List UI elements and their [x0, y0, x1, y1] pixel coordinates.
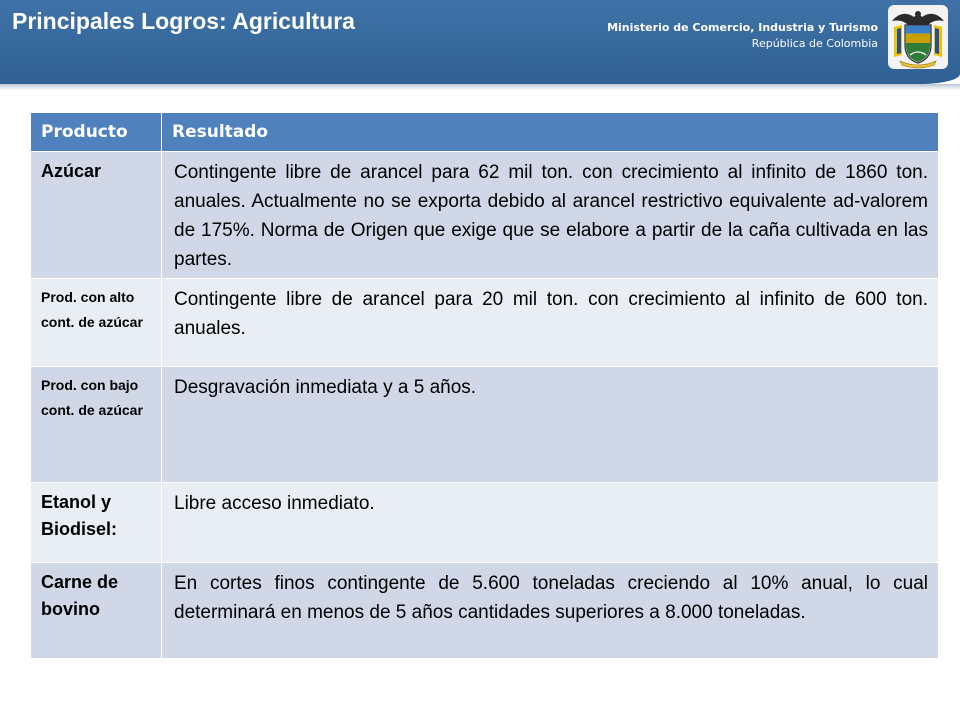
- slide-title: Principales Logros: Agricultura: [12, 8, 355, 34]
- results-table: [30, 112, 939, 659]
- table-row: [31, 563, 939, 659]
- resultado-cell: Contingente libre de arancel para 62 mil ton. con crecimiento al infinito de 1860 ton. anuales. Actualmente no se exporta debido al arancel restrictivo equivalente ad-valorem de 175%. Norma de Origen que exige que se elabore a partir de la caña cultivada en las partes.: [162, 152, 939, 279]
- resultado-cell: Desgravación inmediata y a 5 años.: [162, 367, 939, 483]
- table-row: [31, 279, 939, 367]
- colombia-coat-of-arms-icon: [888, 5, 948, 69]
- column-header-producto: Producto: [31, 113, 162, 152]
- ministry-name: Ministerio de Comercio, Industria y Turismo: [607, 21, 878, 34]
- slide-header: [0, 0, 960, 84]
- producto-cell: Etanol y Biodisel:: [31, 483, 162, 563]
- resultado-cell: Libre acceso inmediato.: [162, 483, 939, 563]
- table-row: [31, 483, 939, 563]
- producto-cell: Azúcar: [31, 152, 162, 279]
- country-name: República de Colombia: [751, 37, 878, 50]
- producto-cell: Prod. con alto cont. de azúcar: [31, 279, 162, 367]
- table-row: [31, 152, 939, 279]
- resultado-cell: Contingente libre de arancel para 20 mil ton. con crecimiento al infinito de 600 ton. anuales.: [162, 279, 939, 367]
- header-shadow: [0, 84, 960, 90]
- results-table-container: [30, 112, 938, 659]
- table-header-row: [31, 113, 939, 152]
- column-header-resultado: Resultado: [162, 113, 939, 152]
- ministry-block: [607, 20, 878, 52]
- table-row: [31, 367, 939, 483]
- resultado-cell: En cortes finos contingente de 5.600 toneladas creciendo al 10% anual, lo cual determinará en menos de 5 años cantidades superiores a 8.000 toneladas.: [162, 563, 939, 659]
- producto-cell: Prod. con bajo cont. de azúcar: [31, 367, 162, 483]
- producto-cell: Carne de bovino: [31, 563, 162, 659]
